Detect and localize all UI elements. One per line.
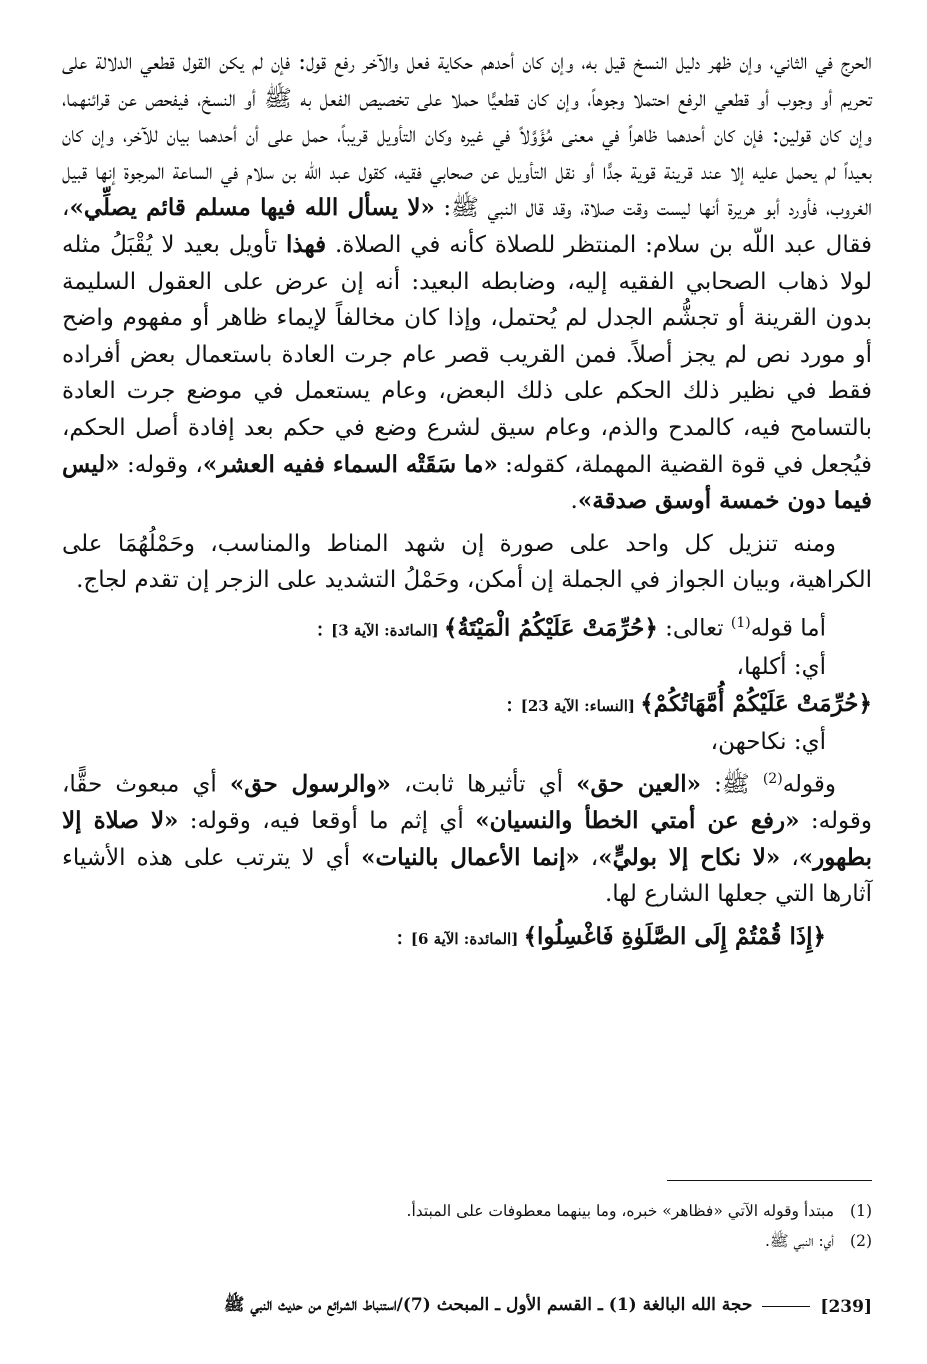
- verse-intro: أما قوله: [750, 615, 826, 642]
- paragraph-3-text-a: وقوله: [782, 771, 837, 798]
- verse-line-3: [62, 919, 872, 958]
- quran-verse: ﴿إِذَا قُمْتُمْ إِلَى الصَّلَوٰةِ فَاغْسِلُوا﴾: [523, 922, 826, 950]
- footnote-item: [72, 1196, 872, 1226]
- running-footer: [60, 1294, 872, 1319]
- footer-divider: [762, 1306, 810, 1307]
- verse-reference: [النساء: الآية 23]: [520, 696, 641, 715]
- hadith-quote: «لا يسأل الله فيها مسلم قائم يصلِّي»: [69, 194, 435, 222]
- paragraph-3-text-g: ،: [579, 844, 599, 871]
- paragraph-1: [62, 44, 872, 520]
- verse-reference: [المائدة: الآية 3]: [331, 621, 444, 640]
- hadith-quote: «ما سَقَتْه السماء ففيه العشر»: [202, 450, 498, 478]
- paragraph-1-text-b: ، فقال عبد اللّه بن سلام: المنتظر للصلاة كأنه في الصلاة.: [62, 195, 872, 258]
- verse-line-2: [62, 686, 872, 725]
- verse-end: :: [316, 615, 332, 642]
- page-number: [239]: [820, 1296, 872, 1317]
- paragraph-1-end: .: [570, 488, 578, 515]
- paragraph-3-text-b: ﷺ:: [701, 771, 763, 798]
- paragraph-1-text-d: ، وقوله:: [119, 451, 203, 478]
- paragraph-1-text-a: الحرج في الثاني، وإن ظهر دليل النسخ قيل به، وإن كان أحدهم حكاية فعل والآخر رفع قول: فإن لم يكن القول قطعي الدلالة على تحريم أو وجوب أو قطعي الرفع احتملا وجوهاً، وإن كان قطعيًّا حملا على تخصيص الفعل به ﷺ أو النسخ، فيفحص عن قرائنهما، وإن كان قولين: فإن كان أحدهما ظاهراً في معنى مُؤَوَّلاً في غيره وكان التأويل قريباً، حمل على أن أحدهما بيان للآخر، وإن كان بعيداً لم يحمل عليه إلا عند قرينة قوية جدًّا أو نقل التأويل عن صحابي فقيه، كقول عبد اللّه بن سلام في الساعة المرجوة إنها قبيل الغروب، فأورد أبو هريرة أنها ليست وقت صلاة، وقد قال النبي ﷺ:: [62, 49, 872, 222]
- footnotes: [72, 1196, 872, 1256]
- verse-reference: [المائدة: الآية 6]: [410, 929, 524, 948]
- verse-explanation-2: أي: نكاحهن،: [710, 729, 826, 756]
- paragraph-3-text-d: أي مبعوث حقًّا، وقوله:: [62, 771, 872, 835]
- paragraph-2: ومنه تنزيل كل واحد على صورة إن شهد المناط والمناسب، وحَمْلُهُمَا على الكراهية، وبيان الجواز في الجملة إن أمكن، وحَمْلُ التشديد على الزجر إن تقدم لجاج.: [62, 530, 872, 594]
- paragraph-3-text-f: ،: [780, 844, 799, 871]
- hadith-quote: «إنما الأعمال بالنيات»: [361, 843, 580, 871]
- footnote-item: [72, 1226, 872, 1256]
- footnote-divider: [667, 1180, 872, 1181]
- verse-end: :: [395, 923, 411, 950]
- paragraph-3: [62, 761, 872, 913]
- hadith-quote: «رفع عن أمتي الخطأ والنسيان»: [475, 807, 800, 835]
- paragraph-3-text-c: أي تأثيرها ثابت،: [390, 771, 577, 798]
- hadith-quote: «لا صلاة إلا بطهور»: [62, 807, 872, 871]
- page-body: [62, 44, 872, 958]
- verse-end: :: [505, 690, 521, 717]
- quran-verse: ﴿حُرِّمَتْ عَلَيْكُمُ الْمَيْتَةُ﴾: [443, 614, 658, 642]
- hadith-quote: «والرسول حق»: [229, 770, 391, 798]
- quran-verse: ﴿حُرِّمَتْ عَلَيْكُمْ أُمَّهَاتُكُمْ﴾: [640, 689, 872, 717]
- footnote-number: (2): [850, 1232, 872, 1250]
- hadith-quote: «لا نكاح إلا بوليٍّ»: [598, 843, 781, 871]
- book-title: حجة الله البالغة (1) ـ القسم الأول ـ المبحث (7)/استنباط الشرائع من حديث النبي ﷺ: [223, 1295, 753, 1315]
- verse-line-1: [62, 605, 872, 649]
- verse-explanation-1: أي: أكلها،: [736, 654, 826, 681]
- hadith-quote: «العين حق»: [576, 770, 702, 798]
- footnote-text: أي: النبي ﷺ.: [764, 1232, 834, 1250]
- hadith-quote: «ليس فيما دون خمسة أوسق صدقة»: [62, 450, 872, 515]
- verse-intro-b: تعالى:: [657, 615, 731, 642]
- footnote-number: (1): [850, 1202, 872, 1220]
- footnote-marker-1: (1): [730, 614, 751, 631]
- footnote-marker-2: (2): [762, 770, 783, 787]
- paragraph-3-text-e: أي إثم ما أوقعا فيه، وقوله:: [178, 808, 476, 835]
- paragraph-1-text-c: تأويل بعيد لا يُقْبَلُ مثله لولا ذهاب الصحابي الفقيه إليه، وضابطه البعيد: أنه إن عرض على العقول السليمة بدون القرينة أو تجشُّم الجدل لم يُحتمل، وإذا كان مخالفاً لإيماء ظاهر أو مفهوم واضح أو مورد نص لم يجز أصلاً. فمن القريب قصر عام جرت العادة باستعمال بعض أفراده فقط في نظير ذلك الحكم على ذلك البعض، وعام يستعمل في موضع جرت العادة بالتسامح فيه، كالمدح والذم، وعام سيق لشرع وضع في حكم بعد إفادة أصل الحكم، فيُجعل في قوة القضية المهملة، كقوله:: [62, 231, 872, 478]
- footnote-text: مبتدأ وقوله الآتي «فظاهر» خبره، وما بينهما معطوفات على المبتدأ.: [406, 1202, 834, 1220]
- paragraph-3-text-h: أي لا يترتب على هذه الأشياء آثارها التي جعلها الشارع لها.: [62, 844, 872, 908]
- paragraph-1-emphasis: فهذا: [286, 230, 327, 258]
